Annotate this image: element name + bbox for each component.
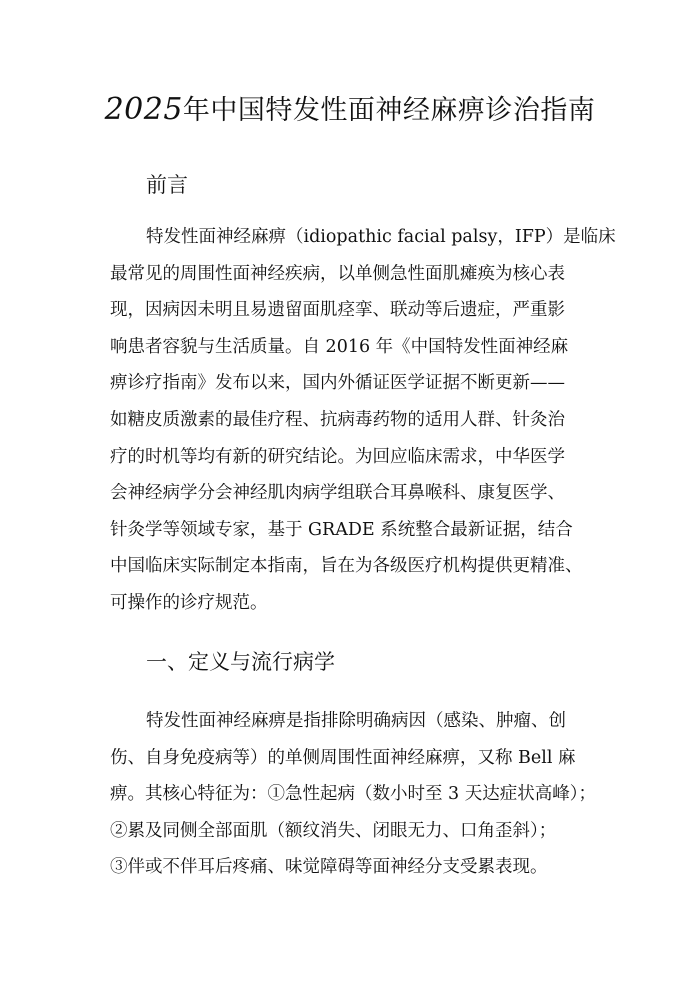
paragraph-line: 特发性面神经麻痹（idiopathic facial palsy，IFP）是临床	[146, 227, 616, 247]
paragraph-line: 会神经病学分会神经肌肉病学组联合耳鼻喉科、康复医学、	[110, 483, 565, 504]
paragraph-line: 疗的时机等均有新的研究结论。为回应临床需求，中华医学	[110, 446, 565, 467]
paragraph-line: ③伴或不伴耳后疼痛、味觉障碍等面神经分支受累表现。	[110, 857, 548, 878]
title-year: 2025	[104, 92, 183, 127]
paragraph-line: 中国临床实际制定本指南，旨在为各级医疗机构提供更精准、	[110, 556, 583, 577]
paragraph-line: 现，因病因未明且易遗留面肌痉挛、联动等后遗症，严重影	[110, 300, 565, 321]
paragraph-line: 针灸学等领域专家，基于 GRADE 系统整合最新证据，结合	[110, 519, 573, 540]
paragraph-line: 响患者容貌与生活质量。自 2016 年《中国特发性面神经麻	[110, 336, 569, 357]
section-heading-preface: 前言	[146, 173, 188, 197]
section-heading-definition: 一、定义与流行病学	[146, 650, 335, 674]
paragraph-line: 最常见的周围性面神经疾病，以单侧急性面肌瘫痪为核心表	[110, 263, 565, 284]
title-text: 年中国特发性面神经麻痹诊治指南	[182, 95, 596, 126]
paragraph-line: 特发性面神经麻痹是指排除明确病因（感染、肿瘤、创	[146, 711, 566, 731]
paragraph-line: ②累及同侧全部面肌（额纹消失、闭眼无力、口角歪斜）；	[110, 820, 557, 841]
paragraph-line: 痹诊疗指南》发布以来，国内外循证医学证据不断更新——	[110, 373, 565, 394]
preface-paragraph	[110, 219, 618, 622]
paragraph-line: 可操作的诊疗规范。	[110, 592, 268, 613]
paragraph-line: 如糖皮质激素的最佳疗程、抗病毒药物的适用人群、针灸治	[110, 409, 565, 430]
paragraph-line: 伤、自身免疫病等）的单侧周围性面神经麻痹，又称 Bell 麻	[110, 747, 576, 768]
document-title	[0, 92, 700, 129]
definition-paragraph	[110, 703, 618, 886]
paragraph-line: 痹。其核心特征为：①急性起病（数小时至 3 天达症状高峰）；	[110, 784, 597, 805]
